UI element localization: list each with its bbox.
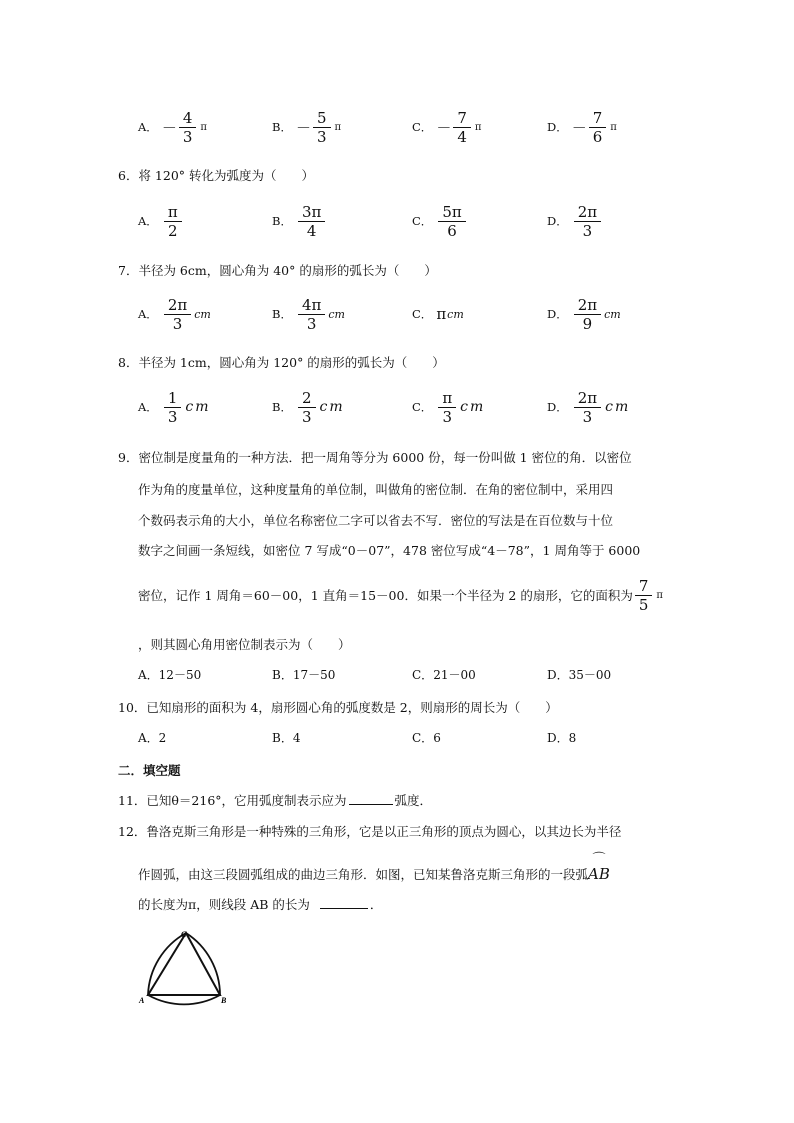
- denominator: 9: [582, 314, 593, 333]
- unit-cm: cm: [604, 307, 621, 321]
- fraction: [574, 203, 601, 240]
- option-label: D．: [547, 668, 569, 682]
- option-label: B．: [272, 214, 292, 228]
- fraction: [164, 389, 182, 426]
- q7-stem: 7．半径为 6cm，圆心角为 40° 的扇形的弧长为（ ）: [118, 263, 437, 278]
- option-label: C．: [412, 731, 434, 745]
- numerator: π: [164, 203, 182, 222]
- q12-line-1: 12．鲁洛克斯三角形是一种特殊的三角形，它是以正三角形的顶点为圆心，以其边长为半径: [118, 824, 622, 839]
- q9-line-2: 作为角的度量单位，这种度量角的单位制，叫做角的密位制．在角的密位制中，采用四: [138, 482, 614, 497]
- numerator: 3π: [298, 203, 325, 222]
- q9-option-b[interactable]: [272, 666, 335, 683]
- q8-option-a[interactable]: [138, 382, 210, 432]
- q8-option-b[interactable]: [272, 382, 345, 432]
- option-label: D．: [547, 400, 568, 414]
- vertex-a-label: A: [139, 996, 145, 1005]
- equilateral-triangle: [148, 933, 220, 995]
- q9-line-1: 9．密位制是度量角的一种方法．把一周角等分为 6000 份，每一份叫做 1 密位的角．以密位: [118, 450, 632, 465]
- denominator: 3: [316, 127, 327, 146]
- option-label: B．: [272, 400, 292, 414]
- numerator: 2π: [574, 389, 601, 408]
- q9-line-5-text: 密位，记作 1 周角＝60－00，1 直角＝15－00．如果一个半径为 2 的扇形，它的面积为: [138, 588, 633, 603]
- option-label: A．: [138, 400, 158, 414]
- answer-blank[interactable]: [320, 896, 368, 909]
- numerator: 5: [313, 109, 331, 128]
- fraction: [313, 109, 331, 146]
- option-label: C．: [412, 400, 433, 414]
- pi-symbol: π: [656, 589, 663, 601]
- option-label: D．: [547, 307, 568, 321]
- option-label: B．: [272, 668, 293, 682]
- q8-option-d[interactable]: [547, 382, 630, 432]
- option-label: C．: [412, 307, 433, 321]
- fraction: [298, 296, 325, 333]
- q5-option-a[interactable]: [138, 102, 207, 152]
- pi-symbol: π: [610, 121, 617, 133]
- unit-cm: cm: [319, 399, 345, 415]
- reuleaux-triangle-figure: [130, 925, 240, 1010]
- fraction: [298, 203, 325, 240]
- q5-option-d[interactable]: [547, 102, 617, 152]
- denominator: 3: [167, 407, 178, 426]
- option-label: C．: [412, 120, 433, 134]
- denominator: 6: [592, 127, 603, 146]
- unit-cm: cm: [194, 307, 211, 321]
- option-label: B．: [272, 120, 292, 134]
- fraction: [438, 389, 456, 426]
- q5-option-b[interactable]: [272, 102, 341, 152]
- numerator: 4π: [298, 296, 325, 315]
- option-label: C．: [412, 214, 433, 228]
- arc-mark-icon: ⌒: [592, 852, 606, 867]
- q9-line-5: [138, 572, 663, 618]
- q11-text-post: 弧度．: [394, 793, 433, 808]
- q9-line-3: 个数码表示角的大小，单位名称密位二字可以省去不写．密位的写法是在百位数与十位: [138, 513, 614, 528]
- denominator: 2: [167, 221, 178, 240]
- minus-sign: －: [571, 118, 587, 137]
- q7-option-b[interactable]: [272, 289, 345, 339]
- q7-option-a[interactable]: [138, 289, 211, 339]
- numerator: 7: [453, 109, 471, 128]
- numerator: π: [438, 389, 456, 408]
- q6-option-c[interactable]: [412, 196, 468, 246]
- q9-line-4: 数字之间画一条短线，如密位 7 写成“0－07”，478 密位写成“4－78”，1 周角等于 6000: [138, 543, 641, 558]
- q12-line-2: [138, 852, 610, 883]
- q9-option-d[interactable]: [547, 666, 611, 683]
- vertex-c-label: C: [181, 930, 187, 939]
- option-label: A．: [138, 668, 159, 682]
- section-heading: 二．填空题: [118, 763, 181, 778]
- denominator: 4: [306, 221, 317, 240]
- option-value: 4: [292, 731, 301, 745]
- q10-stem: 10．已知扇形的面积为 4，扇形圆心角的弧度数是 2，则扇形的周长为（ ）: [118, 700, 558, 715]
- denominator: 3: [306, 314, 317, 333]
- option-value: 2: [158, 731, 167, 745]
- unit-cm: cm: [328, 307, 345, 321]
- denominator: 4: [457, 127, 467, 146]
- q10-option-c[interactable]: [412, 729, 441, 746]
- numerator: 2: [298, 389, 316, 408]
- q9-line-6: ，则其圆心角用密位制表示为（ ）: [138, 637, 351, 652]
- numerator: 4: [179, 109, 197, 128]
- option-label: A．: [138, 214, 158, 228]
- fraction: [164, 296, 191, 333]
- q5-option-c[interactable]: [412, 102, 481, 152]
- numerator: 5π: [438, 203, 465, 222]
- q10-option-b[interactable]: [272, 729, 300, 746]
- numerator: 2π: [574, 296, 601, 315]
- vertex-b-label: B: [221, 996, 227, 1005]
- denominator: 3: [172, 314, 183, 333]
- numerator: 2π: [164, 296, 191, 315]
- option-value: 21－00: [433, 668, 476, 682]
- q6-option-a[interactable]: [138, 196, 184, 246]
- pi-symbol: π: [436, 305, 447, 323]
- q12-text-pre: 的长度为π，则线段 AB 的长为: [138, 897, 310, 912]
- numerator: 2π: [574, 203, 601, 222]
- option-label: B．: [272, 731, 293, 745]
- option-label: B．: [272, 307, 292, 321]
- denominator: 3: [301, 407, 312, 426]
- q6-stem: 6．将 120° 转化为弧度为（ ）: [118, 168, 315, 183]
- q6-option-b[interactable]: [272, 196, 327, 246]
- option-value: 12－50: [158, 668, 202, 682]
- option-label: A．: [138, 120, 158, 134]
- q9-option-c[interactable]: [412, 666, 476, 683]
- fraction: [164, 203, 182, 240]
- q8-option-c[interactable]: [412, 382, 485, 432]
- fraction: [574, 389, 601, 426]
- q7-option-d[interactable]: [547, 289, 621, 339]
- denominator: 5: [638, 595, 649, 614]
- minus-sign: －: [161, 118, 177, 137]
- q8-stem: 8．半径为 1cm，圆心角为 120° 的扇形的弧长为（ ）: [118, 355, 445, 370]
- reuleaux-arcs: [148, 933, 220, 1004]
- fraction: [438, 203, 465, 240]
- pi-symbol: π: [200, 121, 207, 133]
- option-label: A．: [138, 731, 159, 745]
- fraction: [179, 109, 197, 146]
- fraction: [453, 109, 471, 146]
- arc-ab: [588, 852, 610, 883]
- minus-sign: －: [295, 118, 311, 137]
- option-value: 17－50: [292, 668, 336, 682]
- area-fraction: [635, 577, 653, 614]
- pi-symbol: π: [474, 121, 482, 133]
- q10-option-d[interactable]: [547, 729, 576, 746]
- numerator: 7: [635, 577, 653, 596]
- denominator: 3: [582, 407, 593, 426]
- denominator: 6: [447, 221, 457, 240]
- denominator: 3: [582, 221, 593, 240]
- q12-line-3: [138, 895, 382, 913]
- q11-text-pre: 11．已知θ＝216°，它用弧度制表示应为: [118, 793, 347, 808]
- option-label: D．: [547, 120, 568, 134]
- q11-stem: [118, 791, 432, 809]
- denominator: 3: [182, 127, 193, 146]
- numerator: 7: [589, 109, 607, 128]
- unit-cm: cm: [460, 399, 486, 415]
- denominator: 3: [442, 407, 453, 426]
- answer-blank[interactable]: [349, 792, 393, 805]
- q7-option-c[interactable]: [412, 289, 464, 339]
- unit-cm: cm: [447, 307, 464, 321]
- option-label: D．: [547, 214, 568, 228]
- option-label: A．: [138, 307, 158, 321]
- q10-option-a[interactable]: [138, 729, 166, 746]
- fraction: [589, 109, 607, 146]
- numerator: 1: [164, 389, 182, 408]
- unit-cm: cm: [185, 399, 211, 415]
- option-value: 35－00: [568, 668, 612, 682]
- option-label: D．: [547, 731, 569, 745]
- option-label: C．: [412, 668, 434, 682]
- q12-text-post: ．: [369, 897, 383, 912]
- pi-symbol: π: [334, 121, 342, 133]
- unit-cm: cm: [605, 399, 631, 415]
- q6-option-d[interactable]: [547, 196, 603, 246]
- fraction: [298, 389, 316, 426]
- arc-label: AB: [588, 865, 610, 883]
- option-value: 6: [433, 731, 441, 745]
- minus-sign: －: [436, 118, 452, 137]
- option-value: 8: [568, 731, 577, 745]
- q9-option-a[interactable]: [138, 666, 201, 683]
- q12-line-2-text: 作圆弧，由这三段圆弧组成的曲边三角形．如图，已知某鲁洛克斯三角形的一段弧: [138, 867, 589, 882]
- fraction: [574, 296, 601, 333]
